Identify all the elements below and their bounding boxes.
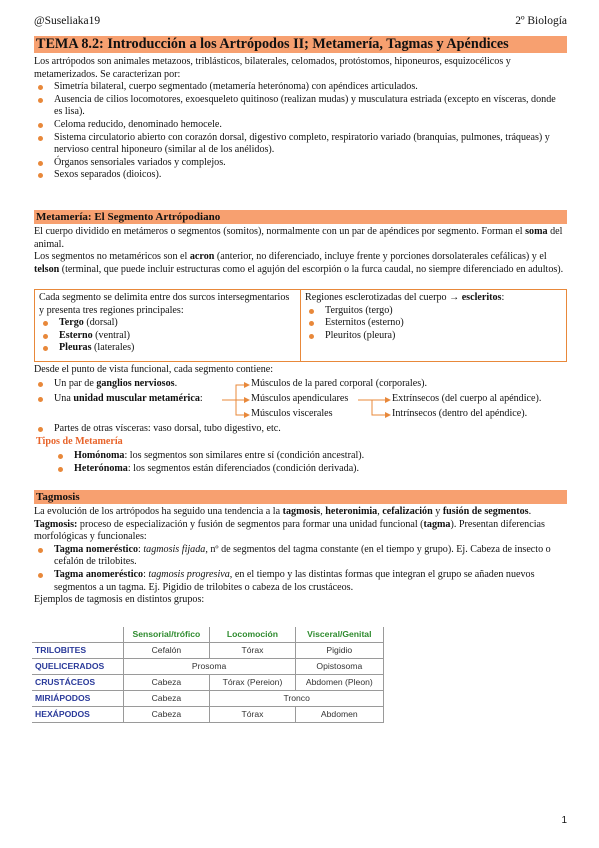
list-item: Pleuras (laterales) (39, 342, 296, 355)
list-item: Sexos separados (dioicos). (34, 169, 566, 182)
tagmosis-paragraph-2: Tagmosis: proceso de especialización y fusión de segmentos para formar una unidad funcional (tagma). Presentan diferencias morfológicas y funcionales: (34, 518, 545, 543)
list-item: Ausencia de cilios locomotores, exoesqueleto quitinoso (realizan mudas) y musculatura estriada (excepto en vísceras, donde es lisa). (34, 94, 566, 119)
table-cell: Tórax (210, 643, 295, 659)
table-cell: Abdomen (295, 707, 383, 723)
tagmosis-examples-label: Ejemplos de tagmosis en distintos grupos: (34, 594, 205, 606)
tagmosis-text (34, 506, 566, 607)
table-row-label: TRILOBITES (32, 643, 123, 659)
tipos-metameria-list (54, 450, 554, 475)
table-row-label: MIRIÁPODOS (32, 691, 123, 707)
list-item: Tergo (dorsal) (39, 317, 296, 330)
metameria-heading: Metamería: El Segmento Artrópodiano (34, 210, 567, 224)
table-header: Visceral/Genital (295, 627, 383, 643)
table-cell: Prosoma (123, 659, 295, 675)
course-label: 2º Biología (515, 15, 567, 27)
page-number: 1 (561, 815, 567, 826)
tagmosis-table (32, 627, 384, 723)
table-header: Locomoción (210, 627, 295, 643)
table-corner (32, 627, 123, 643)
table-cell: Cabeza (123, 707, 210, 723)
table-cell: Cabeza (123, 675, 210, 691)
metameria-paragraph-2: Los segmentos no metaméricos son el acron (anterior, no diferenciado, incluye frente y porciones dorsolaterales cefálicas) y el telson (terminal, que puede incluir estructuras como el agujón del escorpión o la furca caudal, no siempre diferenciado en adultos). (34, 251, 564, 275)
list-item: Terguitos (tergo) (305, 305, 562, 318)
tagmosis-paragraph-1: La evolución de los artrópodos ha seguido una tendencia a la tagmosis, heteronimia, cefalización y fusión de segmentos. (34, 506, 532, 517)
list-item: Una unidad muscular metamérica: (34, 393, 234, 406)
muscle-visceral: Músculos viscerales (251, 408, 333, 419)
list-item: Esterno (ventral) (39, 330, 296, 343)
table-row-label: QUELICERADOS (32, 659, 123, 675)
page-title: TEMA 8.2: Introducción a los Artrópodos II; Metamería, Tagmas y Apéndices (34, 36, 567, 53)
list-item: Un par de ganglios nerviosos. (34, 378, 234, 391)
table-row-label: CRUSTÁCEOS (32, 675, 123, 691)
muscle-corporal: Músculos de la pared corporal (corporales). (251, 378, 428, 389)
tagmosis-heading: Tagmosis (34, 490, 567, 504)
table-cell: Tórax (210, 707, 295, 723)
list-item: Partes de otras vísceras: vaso dorsal, tubo digestivo, etc. (34, 423, 434, 436)
table-cell: Cabeza (123, 691, 210, 707)
list-item: Homónoma: los segmentos son similares entre sí (condición ancestral). (54, 450, 554, 463)
table-cell: Opistosoma (295, 659, 383, 675)
table-cell: Pigidio (295, 643, 383, 659)
tipos-metameria-heading: Tipos de Metamería (36, 436, 123, 447)
table-row (32, 707, 384, 723)
list-item: Tagma anomeréstico: tagmosis progresiva, en el tiempo y las distintas formas que integran el grupo se añaden nuevos segmentos a un tagma. Ej. Pigidio de trilobites o cabeza de los crustáceos. (34, 569, 566, 594)
list-item: Órganos sensoriales variados y complejos. (34, 157, 566, 170)
table-row (32, 643, 384, 659)
muscle-apendicular: Músculos apendiculares (251, 393, 349, 404)
tagma-types-list (34, 544, 566, 594)
list-item: Simetría bilateral, cuerpo segmentado (metamería heterónoma) con apéndices articulados. (34, 81, 566, 94)
metameria-paragraph-1: El cuerpo dividido en metámeros o segmentos (somitos), normalmente con un par de apéndices por segmento. Forman el soma del animal. (34, 226, 563, 250)
muscle-intrinsic: Intrínsecos (dentro del apéndice). (392, 408, 528, 419)
list-item: Tagma nomeréstico: tagmosis fijada, nº de segmentos del tagma constante (en el tiempo y grupo). Ej. Cabeza de insecto o cefalón de trilobites. (34, 544, 566, 569)
list-item: Esternitos (esterno) (305, 317, 562, 330)
list-item: Heterónoma: los segmentos están diferenciados (condición derivada). (54, 463, 554, 476)
table-header: Sensorial/trófico (123, 627, 210, 643)
list-item: Pleuritos (pleura) (305, 330, 562, 343)
table-cell: Abdomen (Pleon) (295, 675, 383, 691)
list-item: Sistema circulatorio abierto con corazón dorsal, digestivo completo, respiratorio variado (branquias, pulmones, tráqueas) y nervioso central hiponeuro (similar al de los anélidos). (34, 132, 566, 157)
table-cell: Cefalón (123, 643, 210, 659)
table-cell: Tronco (210, 691, 384, 707)
table-row (32, 691, 384, 707)
functional-list-3 (34, 423, 434, 436)
segment-regions-intro: Cada segmento se delimita entre dos surcos intersegmentarios y presenta tres regiones principales: (39, 292, 290, 316)
table-row-label: HEXÁPODOS (32, 707, 123, 723)
table-header-row (32, 627, 384, 643)
intro-text: Los artrópodos son animales metazoos, triblásticos, bilaterales, celomados, protóstomos, hiponeuros, esquizocélicos y metamerizados. Se caracterizan por: (34, 56, 511, 80)
table-cell: Tórax (Pereion) (210, 675, 295, 691)
escleritos-intro: Regiones esclerotizadas del cuerpo → escleritos: (305, 292, 505, 303)
table-row (32, 659, 384, 675)
list-item: Celoma reducido, denominado hemocele. (34, 119, 566, 132)
author-handle: @Suseliaka19 (34, 15, 101, 27)
muscle-extrinsic: Extrínsecos (del cuerpo al apéndice). (392, 393, 542, 404)
functional-intro: Desde el punto de vista funcional, cada segmento contiene: (34, 364, 274, 375)
table-row (32, 675, 384, 691)
